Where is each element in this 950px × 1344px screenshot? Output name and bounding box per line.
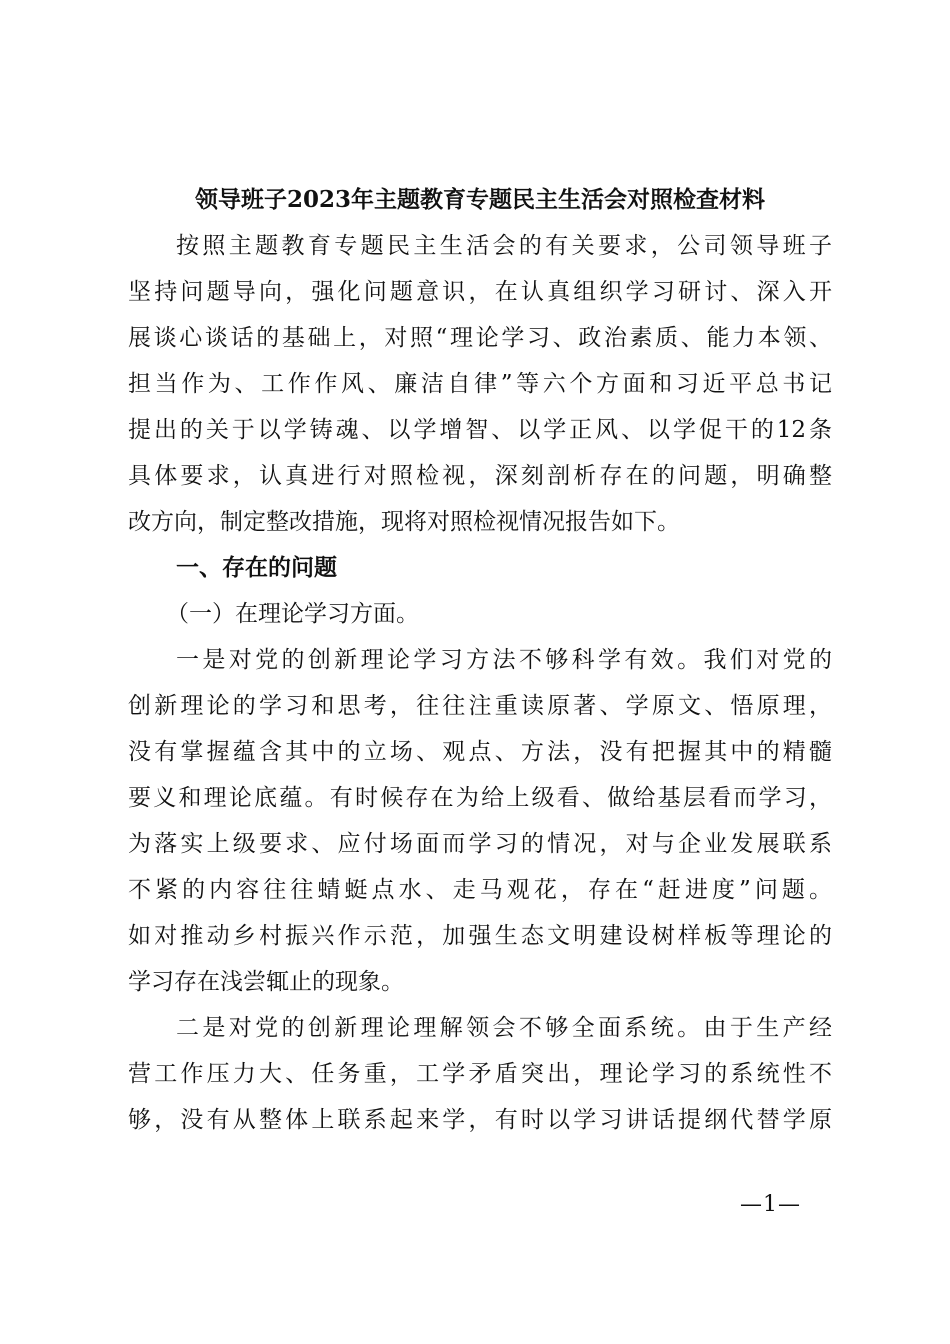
document-body: [128, 177, 832, 1143]
paragraph-line: 不紧的内容往往蜻蜓点水、走马观花，存在“赶进度”问题。: [128, 877, 832, 903]
subsection-heading: （一）在理论学习方面。: [166, 601, 419, 627]
intro-line: 按照主题教育专题民主生活会的有关要求，公司领导班子: [176, 233, 832, 259]
paragraph-line: 创新理论的学习和思考，往往注重读原著、学原文、悟原理，: [128, 693, 832, 719]
page-number: —1—: [740, 1192, 801, 1217]
paragraph-line: 二是对党的创新理论理解领会不够全面系统。由于生产经: [176, 1015, 832, 1041]
paragraph-line: 营工作压力大、任务重，工学矛盾突出，理论学习的系统性不: [128, 1061, 832, 1087]
section-heading: 一、存在的问题: [176, 554, 337, 581]
paragraph-line: 一是对党的创新理论学习方法不够科学有效。我们对党的: [176, 647, 832, 673]
intro-line: 提出的关于以学铸魂、以学增智、以学正风、以学促干的12条: [128, 417, 832, 443]
intro-line: 坚持问题导向，强化问题意识，在认真组织学习研讨、深入开: [128, 279, 832, 305]
document-title: 领导班子2023年主题教育专题民主生活会对照检查材料: [194, 186, 765, 213]
paragraph-line: 够，没有从整体上联系起来学，有时以学习讲话提纲代替学原: [128, 1107, 832, 1133]
paragraph-line: 学习存在浅尝辄止的现象。: [128, 969, 404, 995]
intro-line: 具体要求，认真进行对照检视，深刻剖析存在的问题，明确整: [128, 463, 832, 489]
paragraph-line: 没有掌握蕴含其中的立场、观点、方法，没有把握其中的精髓: [128, 739, 832, 765]
intro-line: 展谈心谈话的基础上，对照“理论学习、政治素质、能力本领、: [128, 325, 832, 351]
paragraph-line: 如对推动乡村振兴作示范，加强生态文明建设树样板等理论的: [128, 923, 832, 949]
intro-line: 担当作为、工作作风、廉洁自律”等六个方面和习近平总书记: [128, 371, 832, 397]
paragraph-line: 要义和理论底蕴。有时候存在为给上级看、做给基层看而学习，: [128, 785, 832, 811]
intro-line: 改方向，制定整改措施，现将对照检视情况报告如下。: [128, 509, 680, 535]
paragraph-line: 为落实上级要求、应付场面而学习的情况，对与企业发展联系: [128, 831, 832, 857]
